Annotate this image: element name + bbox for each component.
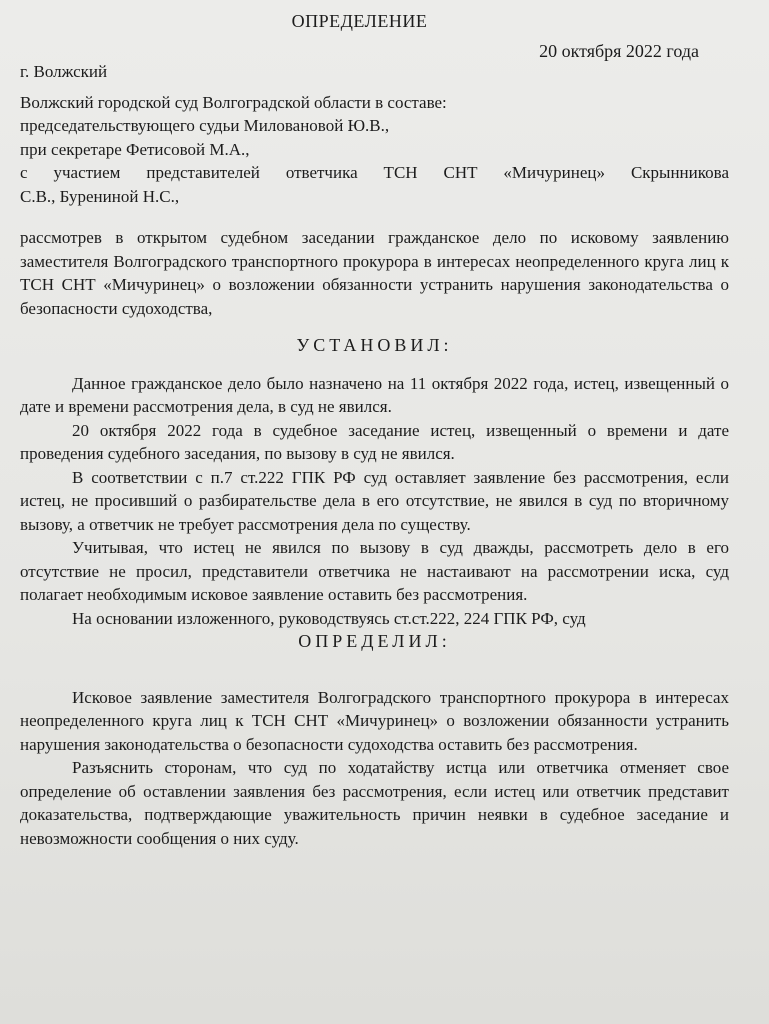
composition-line: председательствующего судьи Миловановой Ю.В., bbox=[20, 116, 390, 135]
composition-line: при секретаре Фетисовой М.А., bbox=[20, 139, 250, 159]
established-paragraph: В соответствии с п.7 ст.222 ГПК РФ суд оставляет заявление без рассмотрения, если истец, не просивший о разбирательстве дела в его отсутствие, не явился в суд по вторичному вызову, а ответчик не требует рассмотрения дела по существу. bbox=[20, 467, 729, 534]
document-title: ОПРЕДЕЛЕНИЕ bbox=[291, 11, 428, 31]
composition-line: с участием представителей ответчика ТСН СНТ «Мичуринец» Скрынникова bbox=[20, 163, 729, 182]
considering-paragraph: рассмотрев в открытом судебном заседании гражданское дело по исковому заявлению заместителя Волгоградского транспортного прокурора в интересах неопределенного круга лиц к ТСН СНТ «Мичуринец» о возложении обязанности устранить нарушения законодательства о безопасности судоходства, bbox=[20, 228, 729, 318]
established-heading: УСТАНОВИЛ: bbox=[296, 335, 453, 355]
established-paragraph: 20 октября 2022 года в судебное заседание истец, извещенный о времени и дате проведения судебного заседания, по вызову в суд не явился. bbox=[20, 420, 729, 463]
place-date-row bbox=[20, 34, 729, 81]
decided-heading: ОПРЕДЕЛИЛ: bbox=[298, 631, 451, 651]
decided-paragraph: Разъяснить сторонам, что суд по ходатайству истца или ответчика отменяет свое определение об оставлении заявления без рассмотрения, если истец или ответчик представит доказательства, подтверждающие уважительность причин неявки в судебное заседание и невозможности сообщения о них суду. bbox=[20, 758, 729, 848]
court-composition bbox=[20, 91, 729, 209]
decided-paragraph: Исковое заявление заместителя Волгоградского транспортного прокурора в интересах неопределенного круга лиц к ТСН СНТ «Мичуринец» о возложении обязанности устранить нарушения законодательства о безопасности судоходства оставить без рассмотрения. bbox=[20, 687, 729, 754]
established-paragraph: Данное гражданское дело было назначено на 11 октября 2022 года, истец, извещенный о дате и времени рассмотрения дела, в суд не явился. bbox=[20, 373, 729, 416]
document-date: 20 октября 2022 года bbox=[539, 40, 699, 61]
document-city: г. Волжский bbox=[20, 61, 108, 81]
composition-line: Волжский городской суд Волгоградской области в составе: bbox=[20, 92, 447, 112]
composition-line: С.В., Бурениной Н.С., bbox=[20, 186, 180, 206]
established-paragraph: На основании изложенного, руководствуясь ст.ст.222, 224 ГПК РФ, суд bbox=[72, 608, 586, 628]
established-paragraph: Учитывая, что истец не явился по вызову в суд дважды, рассмотреть дело в его отсутствие не просил, представители ответчика не настаивают на рассмотрении иска, суд полагает необходимым исковое заявление оставить без рассмотрения. bbox=[20, 538, 729, 604]
